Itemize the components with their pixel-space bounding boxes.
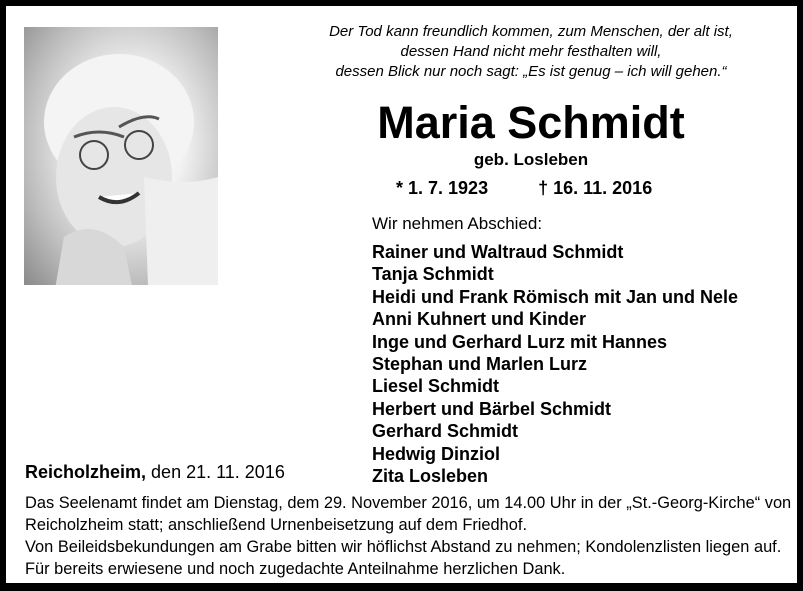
life-dates [396,178,652,199]
family-member: Rainer und Waltraud Schmidt [372,242,624,262]
service-paragraph: Das Seelenamt findet am Dienstag, dem 29. November 2016, um 14.00 Uhr in der „St.-Georg-Kirche“ von Reicholzheim statt; anschließend Urnenbeisetzung auf dem Friedhof. [25,494,792,534]
portrait-illustration [24,27,218,285]
quote-line: Der Tod kann freundlich kommen, zum Menschen, der alt ist, [329,23,733,40]
family-member: Tanja Schmidt [372,264,494,285]
family-member: Herbert und Bärbel Schmidt [372,398,612,419]
condolence-paragraph: Von Beileidsbekundungen am Grabe bitten wir höflichst Abstand zu nehmen; Kondolenzlisten liegen auf. Für bereits erwiesene und noch zugedachte Anteilnahme herzlichen Dank. [25,538,782,578]
farewell-heading: Wir nehmen Abschied: [372,214,543,233]
birth-name: geb. Losleben [473,150,589,169]
service-information [25,492,795,580]
family-member: Heidi und Frank Römisch mit Jan und Nele [372,286,739,307]
family-list [372,241,738,487]
quote [266,22,796,82]
death-date: † 16. 11. 2016 [538,178,653,198]
family-member: Liesel Schmidt [372,376,500,397]
family-member: Gerhard Schmidt [372,421,519,442]
family-member: Anni Kuhnert und Kinder [372,309,586,330]
family-member: Hedwig Dinziol [372,443,500,464]
quote-line: dessen Blick nur noch sagt: „Es ist genug – ich will gehen.“ [335,63,727,80]
portrait-photo [24,27,218,285]
quote-line: dessen Hand nicht mehr festhalten will, [400,43,662,60]
family-member: Zita Losleben [372,466,489,487]
notice-date: den 21. 11. 2016 [151,462,285,482]
family-member: Stephan und Marlen Lurz [372,354,588,375]
obituary-notice [6,6,797,583]
place: Reicholzheim, [25,462,147,482]
family-member: Inge und Gerhard Lurz mit Hannes [372,331,668,352]
birth-date: * 1. 7. 1923 [396,178,489,198]
deceased-name: Maria Schmidt [377,97,685,148]
place-and-date [25,462,285,483]
